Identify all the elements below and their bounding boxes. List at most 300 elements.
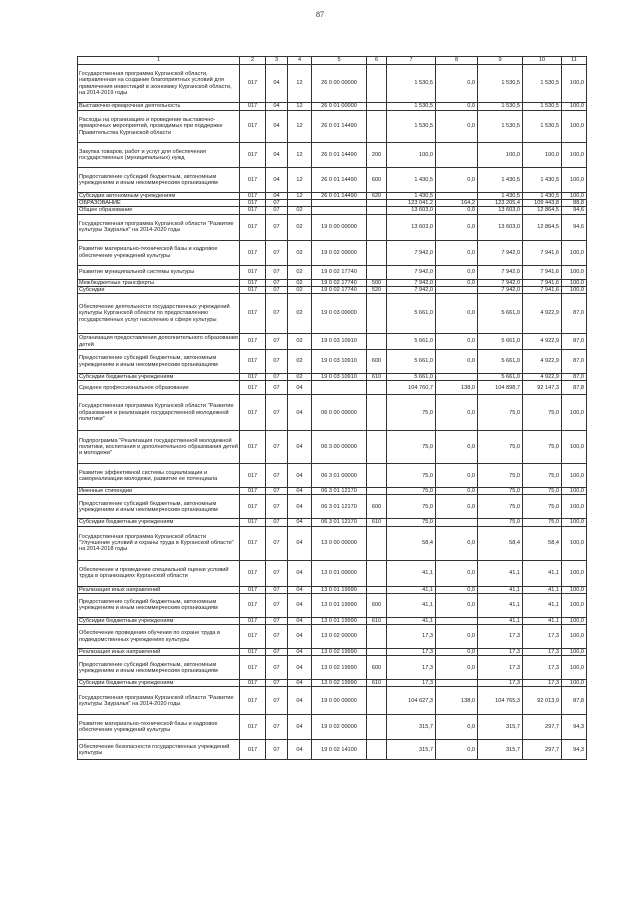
subsection-cell: 02	[288, 240, 312, 265]
table-row	[78, 649, 587, 656]
adjusted-amount-cell: 123 205,4	[478, 200, 523, 207]
column-header: 9	[478, 57, 523, 65]
percent-cell: 100,0	[562, 586, 587, 593]
adjusted-amount-cell: 58,4	[478, 526, 523, 560]
row-name-cell: Подпрограмма "Реализация государственной молодежной политики, воспитания и дополнительного образования детей и молодежи"	[78, 431, 240, 464]
admin-code-cell: 017	[240, 395, 266, 431]
executed-amount-cell: 75,0	[523, 431, 562, 464]
section-cell: 04	[266, 111, 288, 143]
admin-code-cell: 017	[240, 431, 266, 464]
row-name-cell: Организация предоставления дополнительного образования детей	[79, 335, 238, 348]
subsection-cell: 12	[288, 103, 312, 111]
approved-amount-cell: 1 430,5	[387, 168, 436, 193]
executed-amount-cell: 75,0	[523, 464, 562, 488]
target-article-cell: 13 0 02 19990	[312, 649, 367, 656]
target-article-cell: 19 0 02 17740	[312, 279, 367, 286]
column-header: 3	[266, 57, 288, 65]
executed-amount-cell: 12 864,5	[523, 214, 562, 240]
row-name-cell: Субсидии	[78, 286, 240, 293]
table-row	[78, 740, 587, 760]
admin-code-cell: 017	[240, 560, 266, 586]
row-name-cell: Обеспечение проведения обучения по охране труда в подведомственных учреждениях культуры	[78, 625, 240, 649]
percent-cell: 100,0	[562, 279, 587, 286]
percent-cell: 100,0	[562, 65, 587, 103]
expense-type-cell: 610	[367, 617, 387, 624]
expense-type-cell: 610	[367, 680, 387, 687]
change-amount-cell	[436, 374, 478, 381]
target-article-cell: 06 3 01 12170	[312, 519, 367, 526]
table-row	[78, 488, 587, 495]
target-article-cell: 19 0 02 17740	[312, 286, 367, 293]
adjusted-amount-cell: 1 430,5	[478, 193, 523, 200]
executed-amount-cell: 1 530,5	[523, 103, 562, 111]
approved-amount-cell: 58,4	[387, 526, 436, 560]
table-row	[78, 334, 587, 350]
target-article-cell: 19 0 03 00000	[312, 294, 367, 334]
table-row	[78, 560, 587, 586]
section-cell: 07	[266, 593, 288, 617]
admin-code-cell: 017	[240, 586, 266, 593]
column-header: 7	[387, 57, 436, 65]
change-amount-cell: 0,0	[436, 265, 478, 279]
section-cell: 04	[266, 65, 288, 103]
subsection-cell: 04	[288, 464, 312, 488]
approved-amount-cell: 41,1	[387, 586, 436, 593]
target-article-cell: 19 0 02 00000	[312, 715, 367, 740]
subsection-cell: 02	[288, 286, 312, 293]
row-name-cell: Государственная программа Курганской области "Улучшение условий и охраны труда в Курганской области" на 2014-2018 годы	[78, 526, 240, 560]
table-row	[78, 294, 587, 334]
approved-amount-cell: 13 603,0	[387, 214, 436, 240]
expense-type-cell	[367, 111, 387, 143]
adjusted-amount-cell: 315,7	[478, 740, 523, 760]
percent-cell: 100,0	[562, 265, 587, 279]
subsection-cell: 04	[288, 687, 312, 715]
subsection-cell: 12	[288, 143, 312, 168]
approved-amount-cell: 17,3	[387, 625, 436, 649]
percent-cell: 100,0	[562, 143, 587, 168]
change-amount-cell: 0,0	[436, 715, 478, 740]
section-cell: 07	[266, 586, 288, 593]
executed-amount-cell: 4 922,9	[523, 374, 562, 381]
subsection-cell: 04	[288, 586, 312, 593]
row-name-cell: Развитие материально-технической базы и кадровое обеспечение учреждений культуры	[78, 715, 240, 740]
target-article-cell	[312, 200, 367, 207]
approved-amount-cell: 5 661,0	[387, 374, 436, 381]
adjusted-amount-cell: 1 530,5	[478, 65, 523, 103]
subsection-cell: 02	[288, 294, 312, 334]
executed-amount-cell: 4 922,9	[523, 350, 562, 374]
change-amount-cell	[436, 286, 478, 293]
expense-type-cell	[367, 294, 387, 334]
target-article-cell: 13 0 00 00000	[312, 526, 367, 560]
executed-amount-cell: 12 864,5	[523, 207, 562, 214]
executed-amount-cell: 75,0	[523, 519, 562, 526]
table-row	[78, 687, 587, 715]
row-name-cell: Развитие муниципальной системы культуры	[78, 265, 240, 279]
section-cell: 07	[266, 560, 288, 586]
adjusted-amount-cell: 100,0	[478, 143, 523, 168]
row-name-cell: Государственная программа Курганской области "Развитие культуры Зауралья" на 2014-2020 годы	[78, 214, 240, 240]
table-row	[78, 200, 587, 207]
change-amount-cell: 0,0	[436, 279, 478, 286]
adjusted-amount-cell: 7 942,0	[478, 279, 523, 286]
admin-code-cell: 017	[240, 680, 266, 687]
section-cell: 07	[266, 495, 288, 519]
table-row	[78, 111, 587, 143]
expense-type-cell	[367, 586, 387, 593]
expense-type-cell	[367, 526, 387, 560]
percent-cell: 87,0	[562, 334, 587, 350]
section-cell: 07	[266, 294, 288, 334]
expense-type-cell	[367, 715, 387, 740]
section-cell: 07	[266, 617, 288, 624]
admin-code-cell: 017	[240, 286, 266, 293]
admin-code-cell: 017	[240, 617, 266, 624]
percent-cell: 100,0	[562, 526, 587, 560]
admin-code-cell: 017	[240, 519, 266, 526]
percent-cell: 87,8	[562, 687, 587, 715]
section-cell: 07	[266, 350, 288, 374]
percent-cell: 100,0	[562, 103, 587, 111]
section-cell: 07	[266, 740, 288, 760]
adjusted-amount-cell: 41,1	[478, 586, 523, 593]
change-amount-cell: 0,0	[436, 103, 478, 111]
admin-code-cell: 017	[240, 294, 266, 334]
admin-code-cell: 017	[240, 715, 266, 740]
expense-type-cell	[367, 381, 387, 395]
change-amount-cell: 0,0	[436, 495, 478, 519]
section-cell: 07	[266, 395, 288, 431]
adjusted-amount-cell: 1 530,5	[478, 103, 523, 111]
column-header: 10	[523, 57, 562, 65]
adjusted-amount-cell: 41,1	[478, 593, 523, 617]
target-article-cell: 19 0 02 17740	[312, 265, 367, 279]
target-article-cell: 26 0 00 00000	[312, 65, 367, 103]
change-amount-cell: 138,0	[436, 687, 478, 715]
row-name-cell: Государственная программа Курганской области "Развитие образования и реализация государственной молодежной политики"	[78, 395, 240, 431]
percent-cell: 100,0	[562, 625, 587, 649]
change-amount-cell: 0,0	[436, 593, 478, 617]
target-article-cell: 19 0 02 00000	[312, 240, 367, 265]
subsection-cell: 02	[288, 214, 312, 240]
expense-type-cell: 600	[367, 593, 387, 617]
executed-amount-cell: 297,7	[523, 740, 562, 760]
target-article-cell: 26 0 01 14490	[312, 193, 367, 200]
approved-amount-cell: 7 942,0	[387, 279, 436, 286]
change-amount-cell: 0,0	[436, 431, 478, 464]
target-article-cell: 06 3 01 00000	[312, 464, 367, 488]
admin-code-cell: 017	[240, 488, 266, 495]
executed-amount-cell: 1 430,5	[523, 168, 562, 193]
change-amount-cell: 0,0	[436, 111, 478, 143]
admin-code-cell: 017	[240, 526, 266, 560]
expense-type-cell	[367, 395, 387, 431]
subsection-cell: 04	[288, 395, 312, 431]
adjusted-amount-cell: 7 942,0	[478, 286, 523, 293]
target-article-cell: 06 3 00 00000	[312, 431, 367, 464]
approved-amount-cell: 1 530,5	[387, 103, 436, 111]
target-article-cell: 13 0 01 19990	[312, 586, 367, 593]
table-row	[78, 519, 587, 526]
approved-amount-cell: 7 942,0	[387, 286, 436, 293]
subsection-cell: 04	[288, 519, 312, 526]
executed-amount-cell: 75,0	[523, 395, 562, 431]
percent-cell: 100,0	[562, 168, 587, 193]
target-article-cell: 19 0 03 10910	[312, 334, 367, 350]
expense-type-cell: 600	[367, 350, 387, 374]
expense-type-cell	[367, 560, 387, 586]
subsection-cell: 12	[288, 193, 312, 200]
admin-code-cell: 017	[240, 625, 266, 649]
table-row	[78, 526, 587, 560]
section-cell: 07	[266, 488, 288, 495]
expense-type-cell: 200	[367, 143, 387, 168]
row-name-cell: Развитие эффективной системы социализации и самореализации молодежи, развитие ее потенциала	[78, 464, 240, 488]
approved-amount-cell: 104 627,3	[387, 687, 436, 715]
column-header: 5	[312, 57, 367, 65]
executed-amount-cell: 7 941,6	[523, 240, 562, 265]
subsection-cell: 04	[288, 656, 312, 680]
subsection-cell: 04	[288, 715, 312, 740]
admin-code-cell: 017	[240, 649, 266, 656]
expense-type-cell: 500	[367, 279, 387, 286]
admin-code-cell: 017	[240, 656, 266, 680]
section-cell: 07	[266, 687, 288, 715]
percent-cell: 100,0	[562, 519, 587, 526]
percent-cell: 100,0	[562, 431, 587, 464]
row-name-cell: Реализация иных направлений	[78, 586, 240, 593]
subsection-cell: 04	[288, 495, 312, 519]
table-body	[78, 57, 587, 760]
table-row	[78, 715, 587, 740]
section-cell: 07	[266, 207, 288, 214]
change-amount-cell: 0,0	[436, 488, 478, 495]
table-row	[78, 617, 587, 624]
row-name-cell: ОБРАЗОВАНИЕ	[78, 200, 240, 207]
subsection-cell: 04	[288, 625, 312, 649]
table-row	[78, 286, 587, 293]
adjusted-amount-cell: 41,1	[478, 617, 523, 624]
adjusted-amount-cell: 17,3	[478, 680, 523, 687]
expense-type-cell	[367, 240, 387, 265]
percent-cell: 100,0	[562, 495, 587, 519]
approved-amount-cell: 5 661,0	[387, 334, 436, 350]
section-cell: 04	[266, 193, 288, 200]
change-amount-cell: 0,0	[436, 526, 478, 560]
column-header: 6	[367, 57, 387, 65]
table-row	[78, 625, 587, 649]
adjusted-amount-cell: 17,3	[478, 649, 523, 656]
target-article-cell: 06 3 01 12170	[312, 495, 367, 519]
executed-amount-cell: 100,0	[523, 143, 562, 168]
adjusted-amount-cell: 5 661,0	[478, 374, 523, 381]
expense-type-cell	[367, 464, 387, 488]
expense-type-cell: 620	[367, 193, 387, 200]
table-row	[78, 381, 587, 395]
change-amount-cell: 138,0	[436, 381, 478, 395]
executed-amount-cell: 4 922,9	[523, 294, 562, 334]
adjusted-amount-cell: 75,0	[478, 519, 523, 526]
table-row	[78, 680, 587, 687]
budget-table	[77, 56, 587, 760]
executed-amount-cell: 92 013,9	[523, 687, 562, 715]
column-header: 1	[78, 57, 240, 65]
change-amount-cell: 0,0	[436, 464, 478, 488]
section-cell: 07	[266, 519, 288, 526]
table-row	[78, 207, 587, 214]
section-cell: 07	[266, 334, 288, 350]
executed-amount-cell: 41,1	[523, 560, 562, 586]
target-article-cell: 26 0 01 14490	[312, 168, 367, 193]
subsection-cell: 04	[288, 560, 312, 586]
approved-amount-cell: 123 041,2	[387, 200, 436, 207]
table-row	[78, 214, 587, 240]
table-row	[78, 193, 587, 200]
approved-amount-cell: 1 530,5	[387, 111, 436, 143]
section-cell: 07	[266, 214, 288, 240]
subsection-cell: 02	[288, 350, 312, 374]
target-article-cell: 19 0 02 14100	[312, 740, 367, 760]
subsection-cell: 04	[288, 488, 312, 495]
table-row	[78, 495, 587, 519]
row-name-cell: Обеспечение безопасности государственных учреждений культуры	[78, 740, 240, 760]
section-cell: 04	[266, 168, 288, 193]
executed-amount-cell: 7 941,6	[523, 279, 562, 286]
approved-amount-cell: 7 942,0	[387, 265, 436, 279]
admin-code-cell: 017	[240, 143, 266, 168]
percent-cell: 87,0	[562, 350, 587, 374]
table-row	[78, 374, 587, 381]
expense-type-cell	[367, 625, 387, 649]
adjusted-amount-cell: 13 603,0	[478, 207, 523, 214]
table-row	[78, 464, 587, 488]
approved-amount-cell: 75,0	[387, 464, 436, 488]
row-name-cell: Предоставление субсидий бюджетным, автономным учреждениям и иным некоммерческим организациям	[78, 593, 240, 617]
target-article-cell: 26 0 01 00000	[312, 103, 367, 111]
row-name-cell: Именные стипендии	[78, 488, 240, 495]
section-cell: 07	[266, 464, 288, 488]
subsection-cell: 04	[288, 649, 312, 656]
admin-code-cell: 017	[240, 111, 266, 143]
change-amount-cell	[436, 193, 478, 200]
row-name-cell: Обеспечение деятельности государственных учреждений культуры Курганской области по предоставлению государственных услуг населению в сфере культуры	[78, 294, 240, 334]
subsection-cell: 02	[288, 265, 312, 279]
adjusted-amount-cell: 5 661,0	[478, 350, 523, 374]
target-article-cell: 26 0 01 14490	[312, 111, 367, 143]
target-article-cell: 19 0 03 10910	[312, 374, 367, 381]
executed-amount-cell: 109 443,8	[523, 200, 562, 207]
executed-amount-cell: 41,1	[523, 593, 562, 617]
executed-amount-cell: 58,4	[523, 526, 562, 560]
section-cell: 07	[266, 526, 288, 560]
executed-amount-cell: 17,3	[523, 625, 562, 649]
table-row	[78, 168, 587, 193]
admin-code-cell: 017	[240, 214, 266, 240]
change-amount-cell: 0,0	[436, 625, 478, 649]
section-cell: 07	[266, 680, 288, 687]
target-article-cell: 06 0 00 00000	[312, 395, 367, 431]
table-row	[78, 279, 587, 286]
expense-type-cell: 600	[367, 656, 387, 680]
row-name-cell: Реализация иных направлений	[78, 649, 240, 656]
adjusted-amount-cell: 7 942,0	[478, 240, 523, 265]
approved-amount-cell: 41,1	[387, 560, 436, 586]
percent-cell: 100,0	[562, 111, 587, 143]
percent-cell: 100,0	[562, 488, 587, 495]
approved-amount-cell: 75,0	[387, 519, 436, 526]
row-name-cell: Субсидии бюджетным учреждениям	[78, 519, 240, 526]
adjusted-amount-cell: 75,0	[478, 431, 523, 464]
column-header: 2	[240, 57, 266, 65]
admin-code-cell: 017	[240, 168, 266, 193]
change-amount-cell: 0,0	[436, 649, 478, 656]
admin-code-cell: 017	[240, 350, 266, 374]
admin-code-cell: 017	[240, 334, 266, 350]
target-article-cell: 13 0 02 19990	[312, 656, 367, 680]
adjusted-amount-cell: 7 942,0	[478, 265, 523, 279]
percent-cell: 100,0	[562, 656, 587, 680]
subsection-cell: 12	[288, 111, 312, 143]
approved-amount-cell: 104 760,7	[387, 381, 436, 395]
executed-amount-cell: 92 147,3	[523, 381, 562, 395]
row-name-cell: Развитие материально-технической базы и кадровое обеспечение учреждений культуры	[78, 240, 240, 265]
subsection-cell: 04	[288, 680, 312, 687]
section-cell: 07	[266, 656, 288, 680]
table-row	[78, 395, 587, 431]
adjusted-amount-cell: 17,3	[478, 656, 523, 680]
row-name-cell: Субсидии автономным учреждениям	[78, 193, 240, 200]
adjusted-amount-cell: 1 530,5	[478, 111, 523, 143]
approved-amount-cell: 41,1	[387, 617, 436, 624]
table-row	[78, 143, 587, 168]
section-cell: 07	[266, 240, 288, 265]
approved-amount-cell: 17,3	[387, 649, 436, 656]
percent-cell: 100,0	[562, 593, 587, 617]
admin-code-cell: 017	[240, 593, 266, 617]
change-amount-cell: 0,0	[436, 294, 478, 334]
section-cell: 07	[266, 649, 288, 656]
row-name-cell: Субсидии бюджетным учреждениям	[78, 374, 240, 381]
executed-amount-cell: 1 530,5	[523, 65, 562, 103]
executed-amount-cell: 7 941,6	[523, 286, 562, 293]
admin-code-cell: 017	[240, 381, 266, 395]
subsection-cell: 04	[288, 381, 312, 395]
section-cell: 04	[266, 143, 288, 168]
section-cell: 07	[266, 625, 288, 649]
expense-type-cell	[367, 649, 387, 656]
percent-cell: 88,8	[562, 200, 587, 207]
target-article-cell: 19 0 00 00000	[312, 214, 367, 240]
adjusted-amount-cell: 41,1	[478, 560, 523, 586]
section-cell: 07	[266, 381, 288, 395]
section-cell: 07	[266, 286, 288, 293]
executed-amount-cell: 41,1	[523, 617, 562, 624]
row-name-cell: Государственная программа Курганской области, направленная на создание благоприятных условий для привлечения инвестиций в экономику Курганской области, на 2014-2019 годы	[78, 65, 240, 103]
expense-type-cell	[367, 200, 387, 207]
table-row	[78, 103, 587, 111]
executed-amount-cell: 75,0	[523, 488, 562, 495]
approved-amount-cell: 1 430,5	[387, 193, 436, 200]
subsection-cell: 04	[288, 740, 312, 760]
target-article-cell: 13 0 02 19990	[312, 680, 367, 687]
adjusted-amount-cell: 75,0	[478, 488, 523, 495]
admin-code-cell: 017	[240, 103, 266, 111]
expense-type-cell	[367, 265, 387, 279]
expense-type-cell: 520	[367, 286, 387, 293]
adjusted-amount-cell: 75,0	[478, 395, 523, 431]
admin-code-cell: 017	[240, 207, 266, 214]
